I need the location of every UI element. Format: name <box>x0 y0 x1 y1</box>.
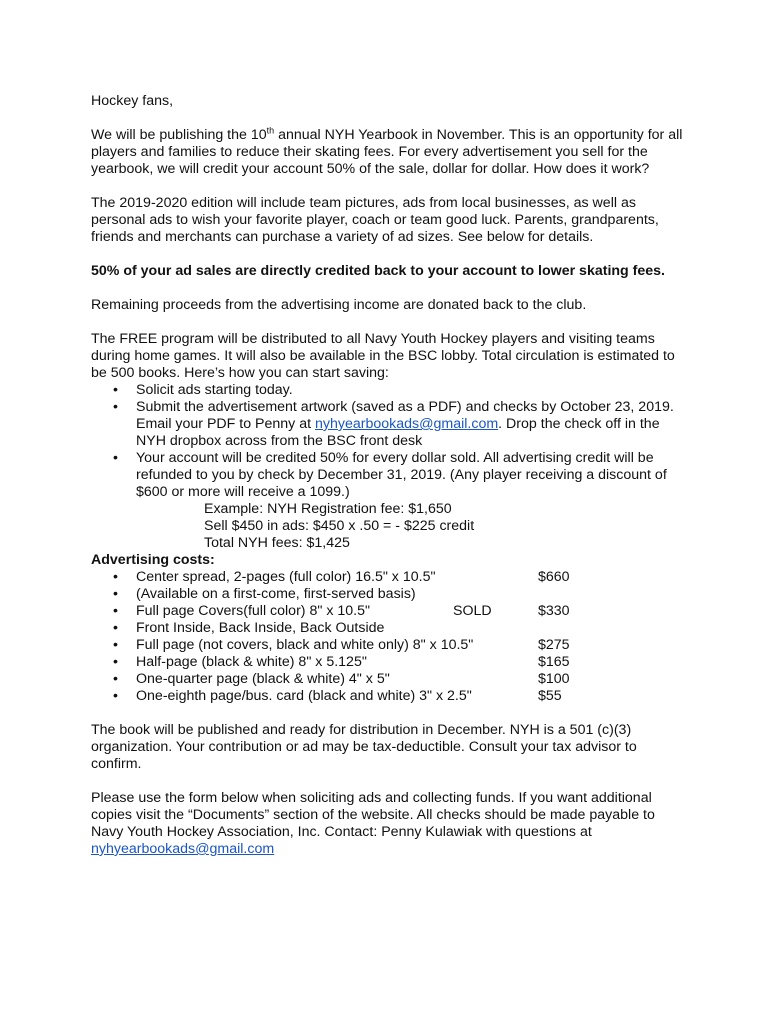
fee-example <box>91 501 691 552</box>
cost-row <box>91 637 691 654</box>
example-line-1: Example: NYH Registration fee: $1,650 <box>204 501 452 517</box>
cost-price: $660 <box>538 569 570 585</box>
greeting: Hockey fans, <box>91 93 174 109</box>
cost-row <box>91 688 691 705</box>
example-line-2: Sell $450 in ads: $450 x .50 = - $225 credit <box>204 518 475 534</box>
cost-row <box>91 671 691 688</box>
costs-list <box>91 569 691 705</box>
cost-row <box>91 620 691 637</box>
cost-price: $55 <box>538 688 562 704</box>
cost-price: $330 <box>538 603 570 619</box>
example-line-3: Total NYH fees: $1,425 <box>204 535 350 551</box>
cost-price: $100 <box>538 671 570 687</box>
step-credit: • Your account will be credited 50% for every dollar sold. All advertising credit will be refunded to you by check by December 31, 2019. (Any player receiving a discount of $600 or more will receive a 1099.) <box>91 450 691 501</box>
cost-price: $275 <box>538 637 570 653</box>
intro-text-end: annual NYH Yearbook in November. This is an opportunity for all players and families to reduce their skating fees. For every advertisement you sell for the yearbook, we will credit your account 50% of the sale, dollar for dollar. How does it work? <box>91 127 683 177</box>
publication-paragraph: The book will be published and ready for distribution in December. NYH is a 501 (c)(3) organization. Your contribution or ad may be tax-deductible. Consult your tax advisor to confirm. <box>91 722 637 772</box>
cost-item: One-quarter page (black & white) 4" x 5" <box>136 671 390 687</box>
step-solicit: • Solicit ads starting today. <box>91 382 691 399</box>
cost-row <box>91 654 691 671</box>
cost-row <box>91 569 691 586</box>
closing-email-line <box>91 841 691 858</box>
highlight-statement: 50% of your ad sales are directly credited back to your account to lower skating fees. <box>91 263 665 279</box>
cost-price: $165 <box>538 654 570 670</box>
closing-paragraph: Please use the form below when soliciting ads and collecting funds. If you want additional copies visit the “Documents” section of the website. All checks should be made payable to Navy Youth Hockey Association, Inc. Contact: Penny Kulawiak with questions at <box>91 790 655 840</box>
costs-heading: Advertising costs: <box>91 552 215 568</box>
email-link[interactable]: nyhyearbookads@gmail.com <box>315 416 499 432</box>
cost-item: Front Inside, Back Inside, Back Outside <box>136 620 385 636</box>
cost-item: Half-page (black & white) 8" x 5.125" <box>136 654 367 670</box>
sold-label: SOLD <box>453 603 492 619</box>
cost-item: Center spread, 2-pages (full color) 16.5" x 10.5" <box>136 569 436 585</box>
contact-email-link[interactable]: nyhyearbookads@gmail.com <box>91 841 275 857</box>
intro-paragraph <box>91 127 691 178</box>
submit-text-start: Submit the advertisement artwork (saved as a PDF) and checks by October 23, 2019. Email your PDF to Penny at <box>136 399 674 432</box>
proceeds-paragraph: Remaining proceeds from the advertising income are donated back to the club. <box>91 297 587 313</box>
cost-item: Full page Covers(full color) 8" x 10.5" <box>136 603 371 619</box>
steps-list <box>91 382 691 501</box>
letter-body <box>91 93 691 858</box>
cost-row <box>91 586 691 603</box>
edition-paragraph: The 2019-2020 edition will include team pictures, ads from local businesses, as well as personal ads to wish your favorite player, coach or team good luck. Parents, grandparents, friends and merchants can purchase a variety of ad sizes. See below for details. <box>91 195 659 245</box>
step-submit <box>91 399 691 450</box>
cost-item: Full page (not covers, black and white only) 8" x 10.5" <box>136 637 474 653</box>
submit-text-end: . Drop the check off in the NYH dropbox across from the BSC front desk <box>136 416 660 449</box>
cost-item: One-eighth page/bus. card (black and white) 3" x 2.5" <box>136 688 472 704</box>
cost-item: (Available on a first-come, first-served basis) <box>136 586 416 602</box>
program-paragraph: The FREE program will be distributed to all Navy Youth Hockey players and visiting teams during home games. It will also be available in the BSC lobby. Total circulation is estimated to be 500 books. Here’s how you can start saving: <box>91 331 675 381</box>
ordinal-suffix: th <box>266 125 275 136</box>
cost-row <box>91 603 691 620</box>
intro-text-start: We will be publishing the 10 <box>91 127 267 143</box>
